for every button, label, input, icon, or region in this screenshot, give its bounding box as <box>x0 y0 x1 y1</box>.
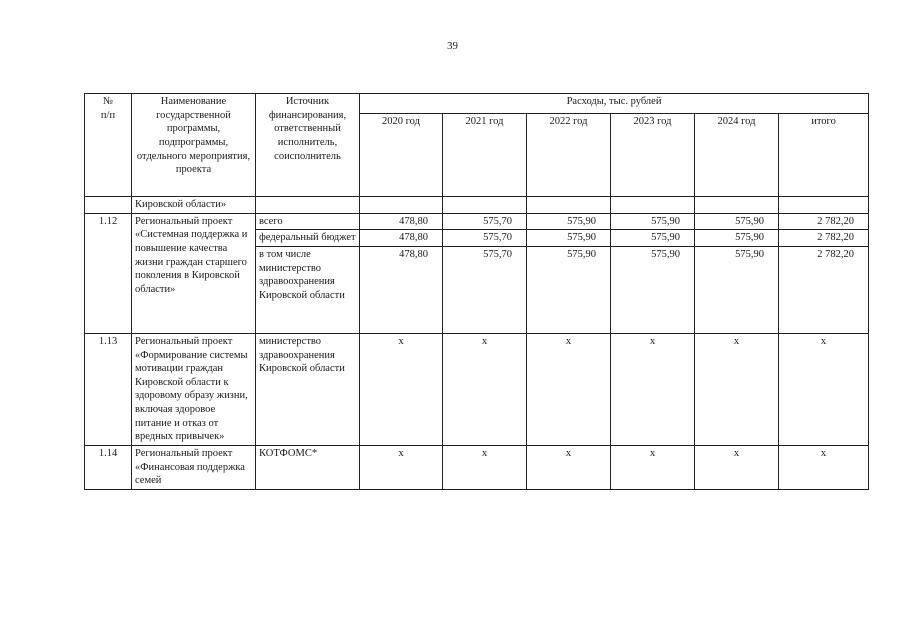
cell-value: х <box>360 333 443 445</box>
cell-source: в том числе министерство здравоохранения Кировской области <box>256 246 360 333</box>
cell-name: Региональный проект «Системная поддержка и повышение качества жизни граждан старшего поколения в Кировской области» <box>132 213 256 333</box>
cell-value: 575,90 <box>527 213 611 230</box>
cell-value: х <box>611 333 695 445</box>
cell-value: х <box>695 446 779 490</box>
table-row-1-14 <box>85 446 869 490</box>
header-num: № п/п <box>85 94 132 197</box>
cell-value: 2 782,20 <box>779 230 869 247</box>
cell-name: Региональный проект «Финансовая поддержка семей <box>132 446 256 490</box>
cell-source: всего <box>256 213 360 230</box>
cell-value: 575,90 <box>695 230 779 247</box>
cell-source: КОТФОМС* <box>256 446 360 490</box>
cell-value: х <box>695 333 779 445</box>
cell-value: х <box>527 333 611 445</box>
cell-value: х <box>443 333 527 445</box>
cell-source: федеральный бюджет <box>256 230 360 247</box>
cell-num: 1.13 <box>85 333 132 445</box>
cell-value: х <box>360 446 443 490</box>
header-year-2024: 2024 год <box>695 114 779 197</box>
header-name: Наименование государственной программы, подпрограммы, отдельного мероприятия, проекта <box>132 94 256 197</box>
cell-value: 478,80 <box>360 213 443 230</box>
cell-source: министерство здравоохранения Кировской области <box>256 333 360 445</box>
cell-value: 478,80 <box>360 246 443 333</box>
cell-num <box>85 197 132 214</box>
header-year-2020: 2020 год <box>360 114 443 197</box>
cell-value: 575,90 <box>611 246 695 333</box>
header-year-2022: 2022 год <box>527 114 611 197</box>
cell-num: 1.12 <box>85 213 132 333</box>
cell-name: Кировской области» <box>132 197 256 214</box>
cell-value <box>527 197 611 214</box>
cell-value <box>443 197 527 214</box>
cell-value <box>360 197 443 214</box>
cell-value: 2 782,20 <box>779 246 869 333</box>
cell-value <box>611 197 695 214</box>
cell-value: 575,70 <box>443 230 527 247</box>
cell-value <box>695 197 779 214</box>
cell-value <box>779 197 869 214</box>
cell-value: 575,90 <box>611 213 695 230</box>
cell-value: х <box>779 446 869 490</box>
cell-value: 575,90 <box>695 213 779 230</box>
table-row-1-13 <box>85 333 869 445</box>
cell-value: х <box>443 446 527 490</box>
cell-value: 575,90 <box>527 246 611 333</box>
budget-table <box>84 93 869 490</box>
header-row <box>85 94 869 114</box>
table-row-1-12-total <box>85 213 869 230</box>
cell-value: 478,80 <box>360 230 443 247</box>
header-year-2023: 2023 год <box>611 114 695 197</box>
cell-value: 575,90 <box>611 230 695 247</box>
cell-source <box>256 197 360 214</box>
cell-value: х <box>527 446 611 490</box>
header-year-2021: 2021 год <box>443 114 527 197</box>
header-expenses: Расходы, тыс. рублей <box>360 94 869 114</box>
cell-value: 575,70 <box>443 213 527 230</box>
cell-value: 575,90 <box>695 246 779 333</box>
cell-value: х <box>779 333 869 445</box>
cell-num: 1.14 <box>85 446 132 490</box>
cell-name: Региональный проект «Формирование системы мотивации граждан Кировской области к здоровому образу жизни, включая здоровое питание и отказ от вредных привычек» <box>132 333 256 445</box>
cell-value: 575,90 <box>527 230 611 247</box>
cell-value: 2 782,20 <box>779 213 869 230</box>
page-number: 39 <box>447 40 458 52</box>
table-row-continuation <box>85 197 869 214</box>
cell-value: 575,70 <box>443 246 527 333</box>
cell-value: х <box>611 446 695 490</box>
header-source: Источник финансирования, ответственный исполнитель, соисполнитель <box>256 94 360 197</box>
header-total: итого <box>779 114 869 197</box>
